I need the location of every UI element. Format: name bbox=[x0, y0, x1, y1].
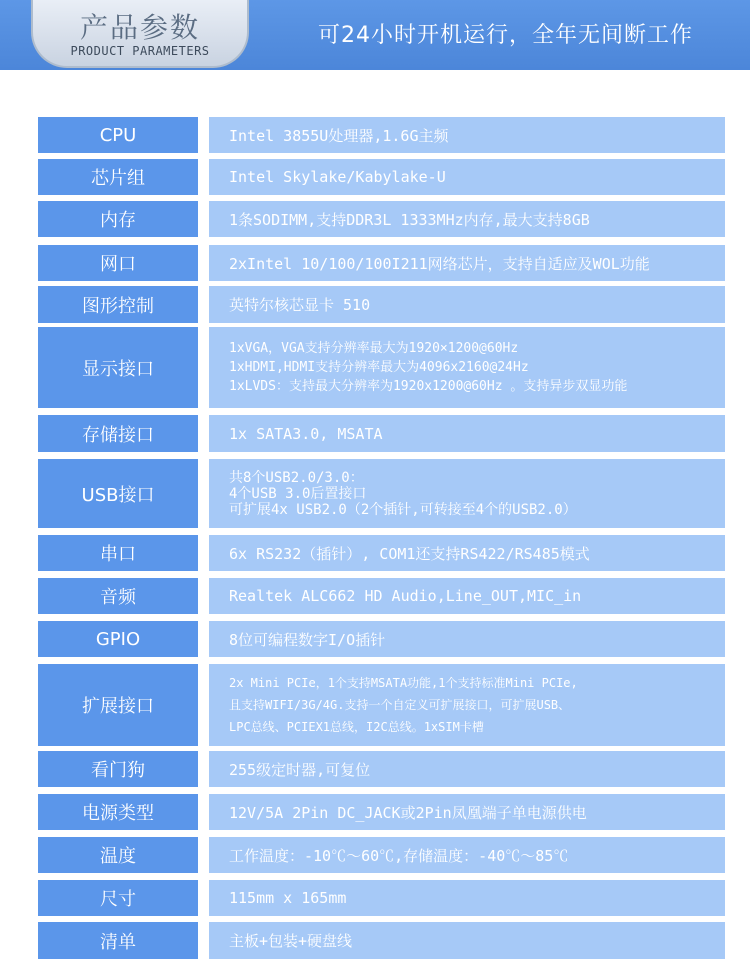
spec-row bbox=[38, 117, 725, 153]
spec-value-line: 4个USB 3.0后置接口 bbox=[229, 485, 367, 502]
spec-label: CPU bbox=[38, 117, 198, 153]
spec-value-line: 115mm x 165mm bbox=[229, 889, 347, 907]
spec-label: 电源类型 bbox=[38, 794, 198, 830]
spec-row bbox=[38, 245, 725, 281]
spec-value bbox=[209, 415, 725, 452]
spec-value bbox=[209, 327, 725, 408]
spec-row bbox=[38, 459, 725, 528]
spec-value-line: 6x RS232（插针）, COM1还支持RS422/RS485模式 bbox=[229, 544, 590, 563]
spec-value bbox=[209, 535, 725, 571]
spec-label: 看门狗 bbox=[38, 751, 198, 787]
spec-value bbox=[209, 794, 725, 830]
spec-value bbox=[209, 459, 725, 528]
spec-row bbox=[38, 794, 725, 830]
spec-row bbox=[38, 751, 725, 787]
spec-value-line: 英特尔核芯显卡 510 bbox=[229, 296, 371, 314]
spec-value-line: 1xHDMI,HDMI支持分辨率最大为4096x2160@24Hz bbox=[229, 360, 529, 375]
spec-row bbox=[38, 664, 725, 746]
spec-row bbox=[38, 578, 725, 614]
spec-label: 音频 bbox=[38, 578, 198, 614]
section-tab bbox=[31, 0, 249, 68]
spec-label: 存储接口 bbox=[38, 415, 198, 452]
spec-label: 尺寸 bbox=[38, 880, 198, 916]
spec-label: 内存 bbox=[38, 201, 198, 237]
spec-value-line: 2xIntel 10/100/100I211网络芯片，支持自适应及WOL功能 bbox=[229, 254, 650, 273]
spec-label: 芯片组 bbox=[38, 159, 198, 195]
spec-value-line: 1xVGA，VGA支持分辨率最大为1920×1200@60Hz bbox=[229, 341, 519, 356]
spec-value-line: 共8个USB2.0/3.0： bbox=[229, 469, 364, 486]
spec-label: 清单 bbox=[38, 922, 198, 959]
spec-label: 扩展接口 bbox=[38, 664, 198, 746]
spec-row bbox=[38, 286, 725, 323]
spec-value bbox=[209, 880, 725, 916]
spec-value-line: 12V/5A 2Pin DC_JACK或2Pin凤凰端子单电源供电 bbox=[229, 803, 587, 822]
spec-value-line: 1xLVDS：支持最大分辨率为1920x1200@60Hz 。支持异步双显功能 bbox=[229, 379, 628, 394]
spec-label: 温度 bbox=[38, 837, 198, 873]
spec-label: GPIO bbox=[38, 621, 198, 657]
spec-row bbox=[38, 880, 725, 916]
section-title: 产品参数 bbox=[79, 11, 200, 44]
spec-value-line: Intel 3855U处理器,1.6G主频 bbox=[229, 126, 449, 145]
spec-row bbox=[38, 922, 725, 959]
spec-value-line: 主板+包装+硬盘线 bbox=[229, 932, 353, 950]
spec-value bbox=[209, 578, 725, 614]
spec-label: USB接口 bbox=[38, 459, 198, 528]
spec-value bbox=[209, 286, 725, 323]
spec-row bbox=[38, 159, 725, 195]
spec-row bbox=[38, 837, 725, 873]
spec-row bbox=[38, 327, 725, 408]
spec-label: 串口 bbox=[38, 535, 198, 571]
slogan-text: 可24小时开机运行，全年无间断工作 bbox=[318, 23, 693, 48]
spec-value-line: Realtek ALC662 HD Audio,Line_OUT,MIC_in bbox=[229, 587, 582, 605]
spec-label: 显示接口 bbox=[38, 327, 198, 408]
spec-value-line: 2x Mini PCIe，1个支持MSATA功能,1个支持标准Mini PCIe, bbox=[229, 676, 578, 690]
spec-row bbox=[38, 415, 725, 452]
spec-value bbox=[209, 837, 725, 873]
spec-row bbox=[38, 621, 725, 657]
spec-value bbox=[209, 664, 725, 746]
spec-value-line: 1条SODIMM,支持DDR3L 1333MHz内存,最大支持8GB bbox=[229, 210, 590, 229]
section-subtitle: PRODUCT PARAMETERS bbox=[70, 44, 210, 58]
spec-label: 网口 bbox=[38, 245, 198, 281]
spec-row bbox=[38, 535, 725, 571]
spec-value bbox=[209, 751, 725, 787]
spec-row bbox=[38, 201, 725, 237]
spec-value-line: 1x SATA3.0, MSATA bbox=[229, 424, 383, 443]
spec-value-line: 且支持WIFI/3G/4G.支持一个自定义可扩展接口，可扩展USB、 bbox=[229, 698, 571, 712]
header-banner bbox=[0, 0, 750, 70]
spec-value bbox=[209, 117, 725, 153]
spec-value bbox=[209, 201, 725, 237]
spec-value bbox=[209, 159, 725, 195]
spec-label: 图形控制 bbox=[38, 286, 198, 323]
spec-value-line: 可扩展4x USB2.0（2个插针,可转接至4个的USB2.0） bbox=[229, 501, 577, 518]
spec-value bbox=[209, 922, 725, 959]
spec-value-line: Intel Skylake/Kabylake-U bbox=[229, 168, 446, 186]
spec-value-line: LPC总线、PCIEX1总线，I2C总线。1xSIM卡槽 bbox=[229, 720, 484, 734]
spec-value-line: 工作温度：-10℃～60℃,存储温度：-40℃～85℃ bbox=[229, 846, 569, 865]
spec-value-line: 255级定时器,可复位 bbox=[229, 760, 371, 779]
spec-value bbox=[209, 245, 725, 281]
spec-value-line: 8位可编程数字I/O插针 bbox=[229, 630, 386, 649]
spec-value bbox=[209, 621, 725, 657]
